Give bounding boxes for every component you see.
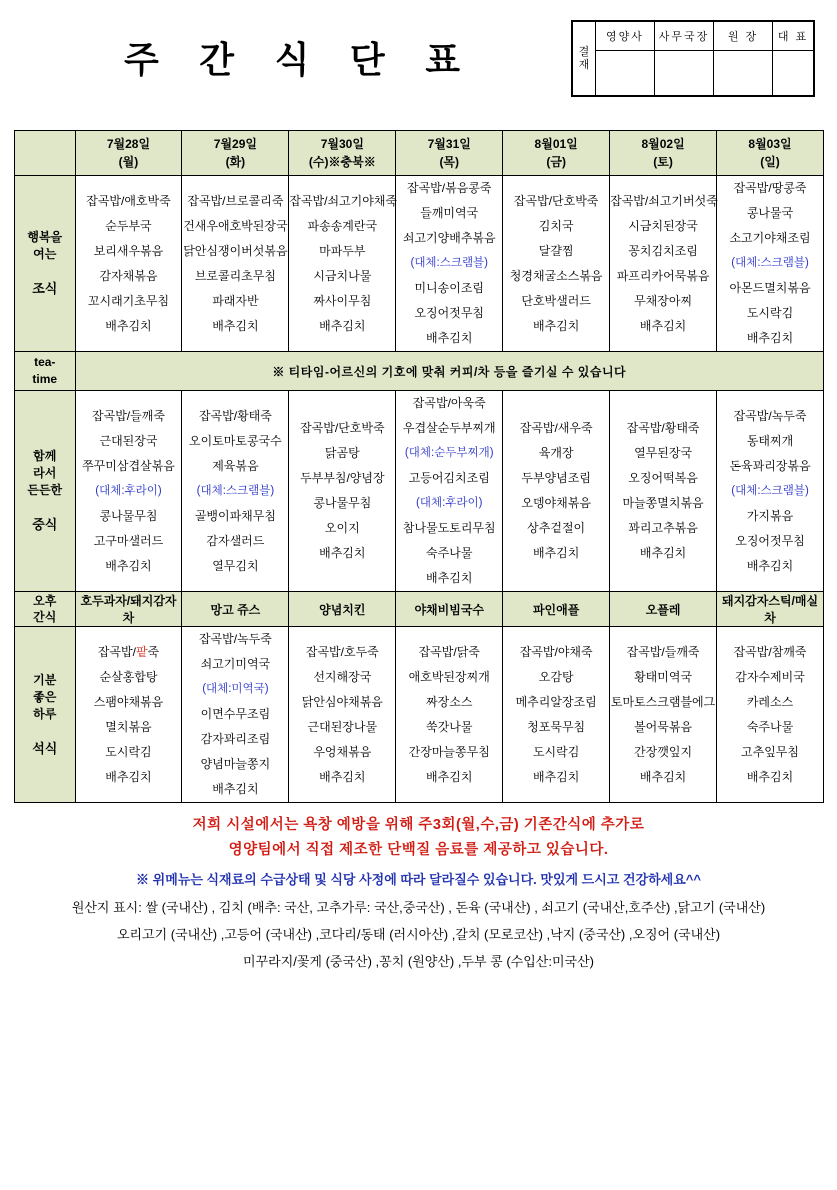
menu-item: 두부부침/양념장 — [300, 471, 385, 485]
lunch-label: 함께 라서 든든한 중식 — [15, 391, 76, 592]
snack-cell-2: 양념치킨 — [289, 592, 396, 627]
menu-item: 배추김치 — [319, 318, 366, 333]
day-header-4: 8월01일 (금) — [503, 131, 610, 176]
menu-item: 오이토마토콩국수 — [189, 433, 282, 448]
menu-item: 잡곡밥/아욱죽 — [412, 396, 486, 410]
menu-item: 마파두부 — [319, 243, 366, 258]
breakfast-cell-0 — [75, 176, 182, 352]
dinner-cell-6 — [717, 627, 824, 803]
menu-item: 잡곡밥/황태죽 — [198, 408, 272, 423]
menu-item: 잡곡밥/녹두죽 — [733, 408, 807, 423]
menu-item: 잡곡밥/참깨죽 — [733, 644, 807, 659]
snack-cell-6: 돼지감자스틱/매실차 — [717, 592, 824, 627]
day-header-6: 8월03일 (일) — [717, 131, 824, 176]
origin-line-2: 오리고기 (국내산) ,고등어 (국내산) ,코다리/동태 (러시아산) ,갈치 (모로코산) ,낙지 (중국산) ,오징어 (국내산) — [116, 927, 721, 942]
menu-item: 순살홍합탕 — [99, 669, 158, 684]
menu-item: 배추김치 — [105, 318, 152, 333]
menu-item: 멸치볶음 — [105, 719, 152, 734]
menu-item: (대체:스크램블) — [410, 257, 488, 269]
menu-item: 브로콜리초무침 — [194, 268, 276, 283]
menu-item: 배추김치 — [639, 546, 687, 560]
menu-item: 제육볶음 — [212, 458, 259, 473]
menu-item: 파송송계란국 — [307, 218, 378, 233]
approval-blank-3 — [773, 51, 814, 96]
dinner-cell-4 — [503, 627, 610, 803]
approval-sign-label: 결 재 — [573, 22, 596, 96]
breakfast-cell-6 — [717, 176, 824, 352]
menu-item: 애호박된장찌개 — [408, 669, 490, 684]
dinner-label: 기분 좋은 하루 석식 — [15, 627, 76, 803]
menu-item: 감자샐러드 — [206, 533, 265, 548]
menu-item: 콩나물무침 — [313, 496, 372, 510]
menu-item: (대체:후라이) — [95, 484, 162, 497]
menu-item: 이면수무조림 — [200, 707, 271, 721]
day-header-1: 7월29일 (화) — [182, 131, 289, 176]
menu-item: 동태찌개 — [746, 433, 794, 448]
menu-item: 파프리카어묵볶음 — [616, 268, 710, 283]
menu-item: 무채장아찌 — [634, 293, 693, 308]
corner-cell — [15, 131, 76, 176]
lunch-cell-6 — [717, 391, 824, 592]
menu-item: 배추김치 — [532, 318, 580, 333]
menu-item: 근대된장국 — [99, 433, 158, 448]
menu-item: 오징어떡복음 — [628, 471, 698, 485]
page-footer — [14, 813, 823, 974]
menu-item: 들깨미역국 — [420, 206, 479, 220]
menu-item: 닭안심쟁이버섯볶음 — [183, 243, 288, 258]
approval-col-0: 영양사 — [596, 22, 655, 51]
menu-item: 숙주나물 — [746, 719, 794, 734]
breakfast-row — [15, 176, 824, 352]
menu-item: 배추김치 — [532, 769, 580, 784]
menu-item: 잡곡밥/땅콩죽 — [733, 181, 807, 195]
teatime-text: ※ 티타임-어르신의 기호에 맞춰 커피/차 등을 즐기실 수 있습니다 — [75, 352, 823, 391]
breakfast-label: 행복을 여는 조식 — [15, 176, 76, 352]
notice-line-2: 영양팀에서 직접 제조한 단백질 음료를 제공하고 있습니다. — [228, 842, 609, 858]
dinner-cell-3 — [396, 627, 503, 803]
menu-item: (대체:스크램블) — [731, 257, 809, 269]
menu-item: 오감탕 — [538, 669, 574, 684]
page-header — [14, 10, 823, 130]
lunch-row — [15, 391, 824, 592]
breakfast-cell-1 — [182, 176, 289, 352]
menu-item: 꽁치김치조림 — [628, 243, 698, 258]
menu-item: (대체:스크램블) — [196, 484, 275, 497]
menu-item: 고추잎무침 — [741, 744, 799, 759]
menu-item: 배추김치 — [426, 331, 473, 345]
menu-item: 건새우애호박된장국 — [183, 218, 288, 233]
menu-item: 도시락김 — [746, 306, 794, 320]
dinner-cell-2 — [289, 627, 396, 803]
snack-cell-3: 야채비빔국수 — [396, 592, 503, 627]
day-header-2: 7월30일 (수)※충북※ — [289, 131, 396, 176]
lunch-cell-4 — [503, 391, 610, 592]
menu-item: 배추김치 — [746, 558, 794, 573]
approval-blank-1 — [655, 51, 714, 96]
menu-item: 고등어김치조림 — [408, 471, 490, 485]
menu-item: 달걀찜 — [538, 243, 574, 258]
menu-item: 순두부국 — [105, 218, 152, 233]
page-title: 주 간 식 단 표 — [124, 40, 475, 81]
menu-item: 참나물도토리무침 — [402, 521, 496, 535]
menu-item: 도시락김 — [105, 744, 152, 759]
menu-item: 잡곡밥/황태죽 — [626, 421, 700, 435]
menu-item: 잡곡밥/호두죽 — [305, 644, 379, 659]
approval-box — [571, 20, 815, 97]
menu-item: 잡곡밥/단호박죽 — [300, 421, 385, 435]
menu-item: 짜장소스 — [426, 694, 473, 709]
menu-item: 선지해장국 — [313, 669, 372, 684]
menu-item: 토마토스크램블에그 — [610, 694, 716, 709]
origin-line-3: 미꾸라지/꽃게 (중국산) ,꽁치 (원양산) ,두부 콩 (수입산:미국산) — [243, 954, 594, 969]
menu-item: 카레소스 — [746, 694, 794, 709]
menu-item: 아몬드멸치볶음 — [729, 281, 811, 295]
menu-item: 마늘쫑멸치볶음 — [622, 496, 704, 510]
menu-item: 도시락김 — [532, 744, 580, 759]
teatime-label: tea- time — [15, 352, 76, 391]
approval-col-2: 원 장 — [714, 22, 773, 51]
menu-item: 콩나물무침 — [99, 508, 158, 523]
menu-item: 파래자반 — [212, 293, 259, 308]
menu-item: 닭안심야채볶음 — [301, 694, 383, 709]
approval-blank-0 — [596, 51, 655, 96]
menu-item: 오이지 — [324, 521, 360, 535]
menu-item: 배추김치 — [426, 769, 473, 784]
menu-item: 짜사이무침 — [313, 293, 372, 308]
menu-item: 열무김치 — [212, 558, 259, 573]
lunch-cell-0 — [75, 391, 182, 592]
approval-col-1: 사무국장 — [655, 22, 714, 51]
menu-item: 오뎅야채볶음 — [521, 496, 591, 510]
menu-item: 감자수제비국 — [735, 669, 805, 684]
menu-item: 배추김치 — [746, 331, 794, 345]
menu-item: 배추김치 — [532, 546, 580, 560]
menu-item: (대체:후라이) — [416, 497, 483, 509]
menu-item: 스팸야채볶음 — [93, 694, 164, 709]
origin-line-1: 원산지 표시: 쌀 (국내산) , 김치 (배추: 국산, 고추가루: 국산,중국산) , 돈육 (국내산) , 쇠고기 (국내산,호주산) ,닭고기 (국내산) — [71, 900, 766, 915]
lunch-cell-1 — [182, 391, 289, 592]
menu-item: 상추겉절이 — [527, 521, 586, 535]
menu-item: 쇠고기미역국 — [200, 657, 271, 671]
menu-item: 우엉채볶음 — [313, 744, 372, 759]
menu-item: 쑥갓나물 — [426, 719, 473, 734]
notice-line-1: 저희 시설에서는 욕창 예방을 위해 주3회(월,수,금) 기존간식에 추가로 — [192, 817, 645, 833]
menu-item: 볼어묵볶음 — [634, 719, 693, 734]
menu-item: 단호박샐러드 — [521, 293, 591, 308]
menu-item: 메추리알장조림 — [515, 694, 597, 709]
menu-item: 닭곰탕 — [324, 446, 360, 460]
menu-item: 골뱅이파채무침 — [194, 508, 276, 523]
menu-item: 잡곡밥/브로콜리죽 — [187, 193, 284, 208]
snack-row — [15, 592, 824, 627]
snack-label: 오후 간식 — [15, 592, 76, 627]
menu-item: 잡곡밥/녹두죽 — [198, 632, 272, 646]
menu-item: 간장깻잎지 — [634, 744, 693, 759]
menu-item: 숙주나물 — [426, 546, 473, 560]
menu-item: 근대된장나물 — [307, 719, 378, 734]
menu-item: 우겹살순두부찌개 — [402, 421, 496, 435]
lunch-cell-5 — [610, 391, 717, 592]
menu-item: 잡곡밥/팥죽 — [97, 644, 160, 659]
menu-item: 잡곡밥/애호박죽 — [86, 193, 171, 208]
menu-item: 배추김치 — [105, 769, 152, 784]
menu-item: 감자채볶음 — [99, 268, 158, 283]
menu-item: 김치국 — [538, 218, 574, 233]
snack-cell-4: 파인애플 — [503, 592, 610, 627]
menu-item: 간장마늘쫑무침 — [408, 744, 490, 759]
menu-item: 시금치된장국 — [628, 218, 698, 233]
menu-item: 배추김치 — [746, 769, 794, 784]
menu-item: 배추김치 — [319, 546, 366, 560]
menu-item: 잡곡밥/쇠고기야채죽 — [289, 193, 398, 208]
menu-table — [14, 130, 824, 803]
menu-item: 오징어젓무침 — [735, 533, 805, 548]
menu-item: 잡곡밥/닭죽 — [418, 644, 480, 659]
menu-item: 배추김치 — [212, 318, 259, 333]
menu-item: 배추김치 — [639, 318, 687, 333]
notice-line-3: ※ 위메뉴는 식재료의 수급상태 및 식당 사정에 따라 달라질수 있습니다. 맛있게 드시고 건강하세요^^ — [136, 872, 701, 887]
menu-item: 배추김치 — [319, 769, 366, 784]
menu-item: 배추김치 — [105, 558, 152, 573]
menu-item: 배추김치 — [426, 571, 473, 585]
teatime-row — [15, 352, 824, 391]
menu-item: 감자꽈리조림 — [200, 732, 271, 746]
menu-item: 잡곡밥/들깨죽 — [92, 408, 165, 423]
menu-item: 꼬시래기초무침 — [87, 293, 170, 308]
menu-item: 잡곡밥/새우죽 — [519, 421, 593, 435]
menu-item: 육개장 — [538, 446, 574, 460]
menu-item: 청포묵무침 — [527, 719, 586, 734]
breakfast-cell-4 — [503, 176, 610, 352]
lunch-cell-3 — [396, 391, 503, 592]
dinner-cell-0 — [75, 627, 182, 803]
dinner-cell-5 — [610, 627, 717, 803]
menu-item: 두부양념조림 — [521, 471, 591, 485]
day-header-3: 7월31일 (목) — [396, 131, 503, 176]
day-header-5: 8월02일 (토) — [610, 131, 717, 176]
menu-item: 시금치나물 — [313, 268, 372, 283]
dinner-row — [15, 627, 824, 803]
menu-item: 꽈리고추볶음 — [628, 521, 698, 535]
breakfast-cell-2 — [289, 176, 396, 352]
menu-item: 열무된장국 — [634, 446, 693, 460]
menu-item: 소고기야채조림 — [729, 231, 811, 245]
dinner-cell-1 — [182, 627, 289, 803]
menu-item: 배추김치 — [212, 782, 259, 796]
menu-item: 보리새우볶음 — [93, 243, 164, 258]
snack-cell-0: 호두과자/돼지감자차 — [75, 592, 182, 627]
menu-item: 돈육꽈리장볶음 — [729, 458, 811, 473]
day-header-0: 7월28일 (월) — [75, 131, 182, 176]
menu-item: 잡곡밥/야채죽 — [519, 644, 593, 659]
menu-item: 잡곡밥/볶음콩죽 — [407, 181, 492, 195]
approval-blank-2 — [714, 51, 773, 96]
menu-item: 오징어젓무침 — [414, 306, 485, 320]
breakfast-cell-3 — [396, 176, 503, 352]
lunch-cell-2 — [289, 391, 396, 592]
menu-item: 잡곡밥/단호박죽 — [513, 193, 599, 208]
menu-item: 청경채굴소스볶음 — [509, 268, 603, 283]
approval-col-3: 대 표 — [773, 22, 814, 51]
menu-item: 잡곡밥/들깨죽 — [626, 644, 700, 659]
menu-item: (대체:미역국) — [202, 683, 269, 695]
breakfast-cell-5 — [610, 176, 717, 352]
menu-item: 미니송이조림 — [414, 281, 485, 295]
table-header-row — [15, 131, 824, 176]
menu-item: (대체:스크램블) — [731, 484, 809, 497]
menu-item: 가지볶음 — [746, 508, 794, 523]
menu-item: 콩나물국 — [746, 206, 794, 220]
menu-item: 양념마늘쫑지 — [200, 757, 271, 771]
snack-cell-1: 망고 쥬스 — [182, 592, 289, 627]
menu-item: 잡곡밥/쇠고기버섯죽 — [610, 193, 718, 208]
menu-item: 배추김치 — [639, 769, 687, 784]
menu-item: 쇠고기양배추볶음 — [402, 231, 496, 245]
snack-cell-5: 오플레 — [610, 592, 717, 627]
menu-item: 황태미역국 — [634, 669, 693, 684]
menu-item: 고구마샐러드 — [93, 533, 164, 548]
menu-item: 쭈꾸미삼겹살볶음 — [82, 458, 175, 473]
menu-item: (대체:순두부찌개) — [404, 447, 494, 459]
